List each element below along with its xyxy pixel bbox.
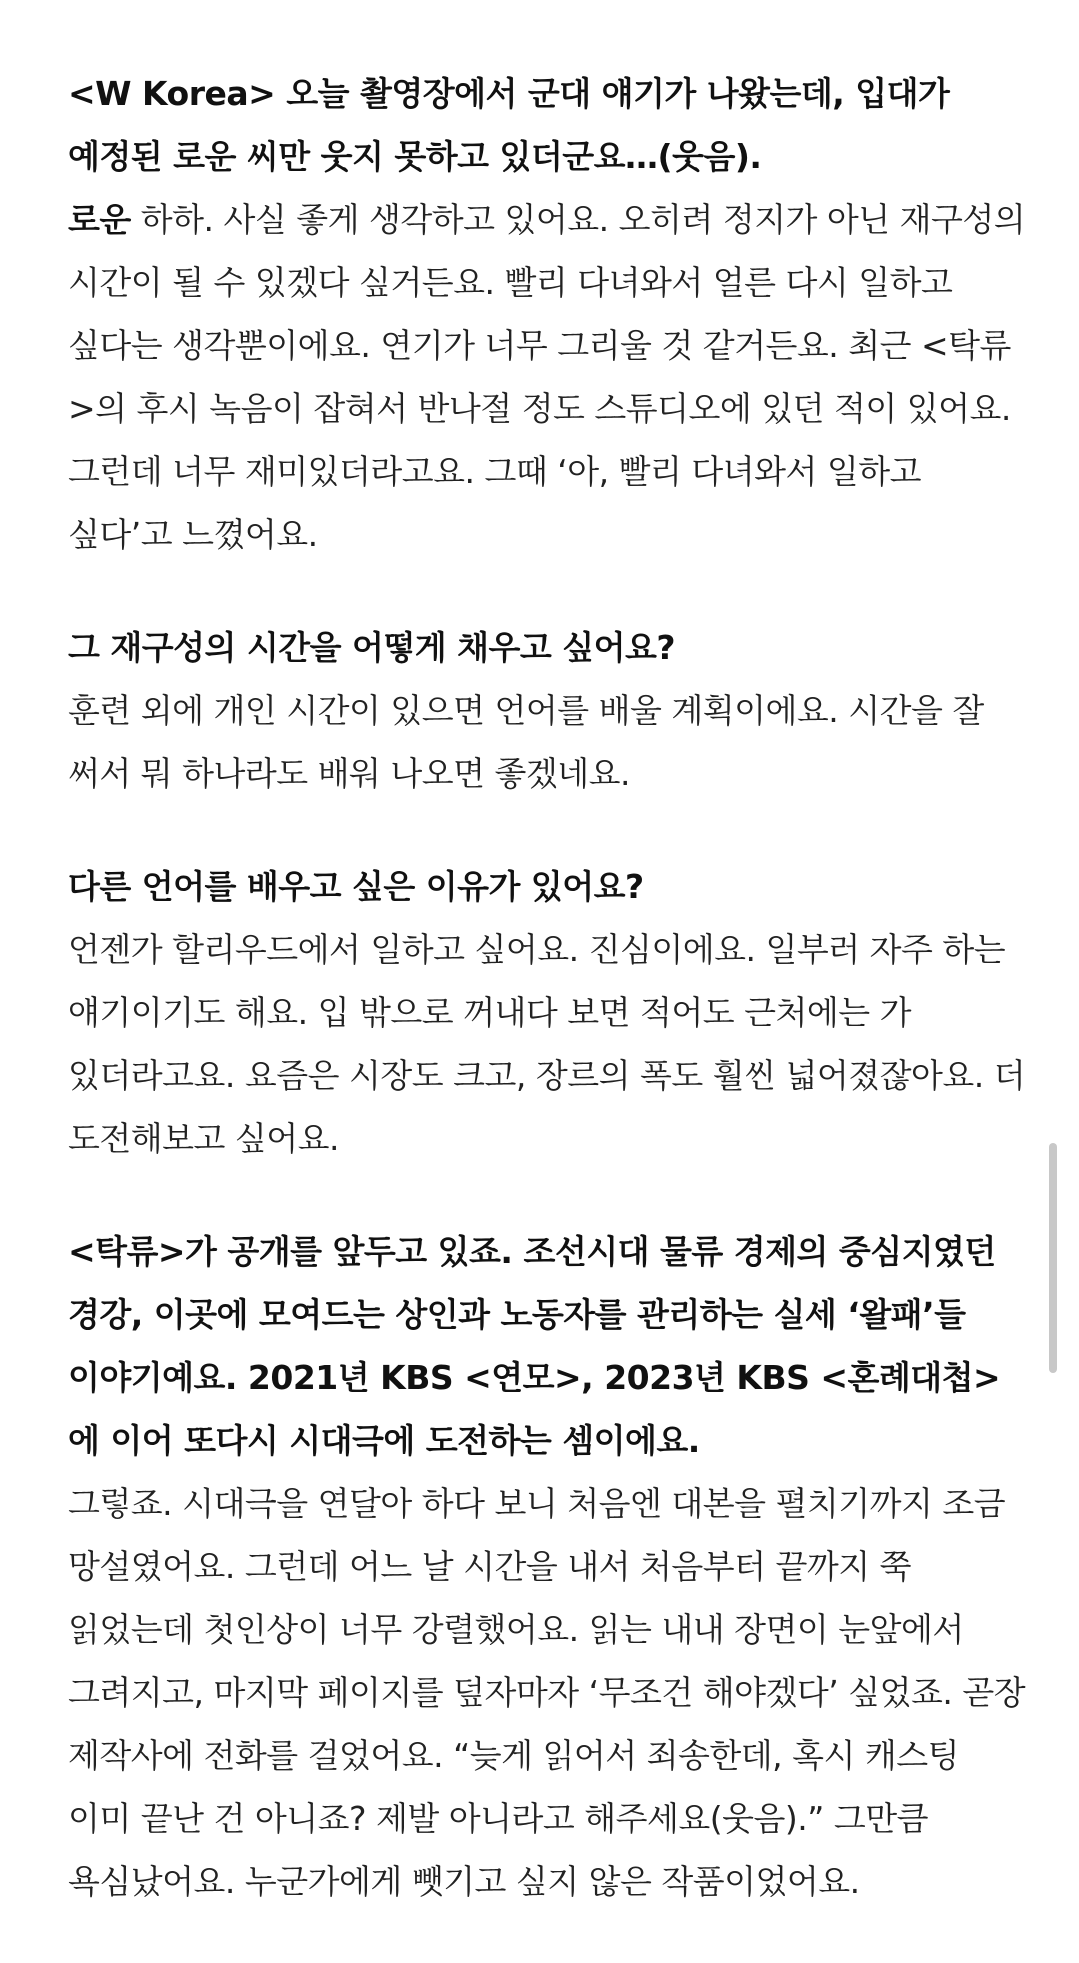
question-text: 그 재구성의 시간을 어떻게 채우고 싶어요? (68, 628, 676, 667)
question-text: <탁류>가 공개를 앞두고 있죠. 조선시대 물류 경제의 중심지였던 경강, 이곳에 모여드는 상인과 노동자를 관리하는 실세 ‘왈패’들 이야기예요. 2021년 KBS <연모>, 2023년 KBS <혼례대첩>에 이어 또다시 시대극에 도전하는 셈이에요. (68, 1232, 1001, 1460)
scrollbar-thumb[interactable] (1049, 1143, 1057, 1373)
qa-block-4 (68, 1220, 1028, 1913)
qa-block-2 (68, 616, 1028, 805)
answer-paragraph (68, 188, 1028, 566)
answer-text: 언젠가 할리우드에서 일하고 싶어요. 진심이에요. 일부러 자주 하는 얘기이기도 해요. 입 밖으로 꺼내다 보면 적어도 근처에는 가 있더라고요. 요즘은 시장도 크고, 장르의 폭도 훨씬 넓어졌잖아요. 더 도전해보고 싶어요. (68, 930, 1026, 1158)
answer-text: 훈련 외에 개인 시간이 있으면 언어를 배울 계획이에요. 시간을 잘 써서 뭐 하나라도 배워 나오면 좋겠네요. (68, 691, 984, 793)
answer-text: 그렇죠. 시대극을 연달아 하다 보니 처음엔 대본을 펼치기까지 조금 망설였어요. 그런데 어느 날 시간을 내서 처음부터 끝까지 쭉 읽었는데 첫인상이 너무 강렬했어요. 읽는 내내 장면이 눈앞에서 그려지고, 마지막 페이지를 덮자마자 ‘무조건 해야겠다’ 싶었죠. 곧장 제작사에 전화를 걸었어요. “늦게 읽어서 죄송한데, 혹시 캐스팅 이미 끝난 건 아니죠? 제발 아니라고 해주세요(웃음).” 그만큼 욕심났어요. 누군가에게 뺏기고 싶지 않은 작품이었어요. (68, 1484, 1026, 1901)
qa-block-1 (68, 62, 1028, 566)
qa-block-3 (68, 855, 1028, 1170)
speaker-name: 로운 (68, 200, 131, 239)
answer-text: 하하. 사실 좋게 생각하고 있어요. 오히려 정지가 아닌 재구성의 시간이 될 수 있겠다 싶거든요. 빨리 다녀와서 얼른 다시 일하고 싶다는 생각뿐이에요. 연기가 너무 그리울 것 같거든요. 최근 <탁류>의 후시 녹음이 잡혀서 반나절 정도 스튜디오에 있던 적이 있어요. 그런데 너무 재미있더라고요. 그때 ‘아, 빨리 다녀와서 일하고 싶다’고 느꼈어요. (68, 200, 1026, 554)
question-text: 다른 언어를 배우고 싶은 이유가 있어요? (68, 867, 644, 906)
question-text: <W Korea> 오늘 촬영장에서 군대 얘기가 나왔는데, 입대가 예정된 로운 씨만 웃지 못하고 있더군요…(웃음). (68, 74, 950, 176)
article-body (68, 62, 1028, 1963)
